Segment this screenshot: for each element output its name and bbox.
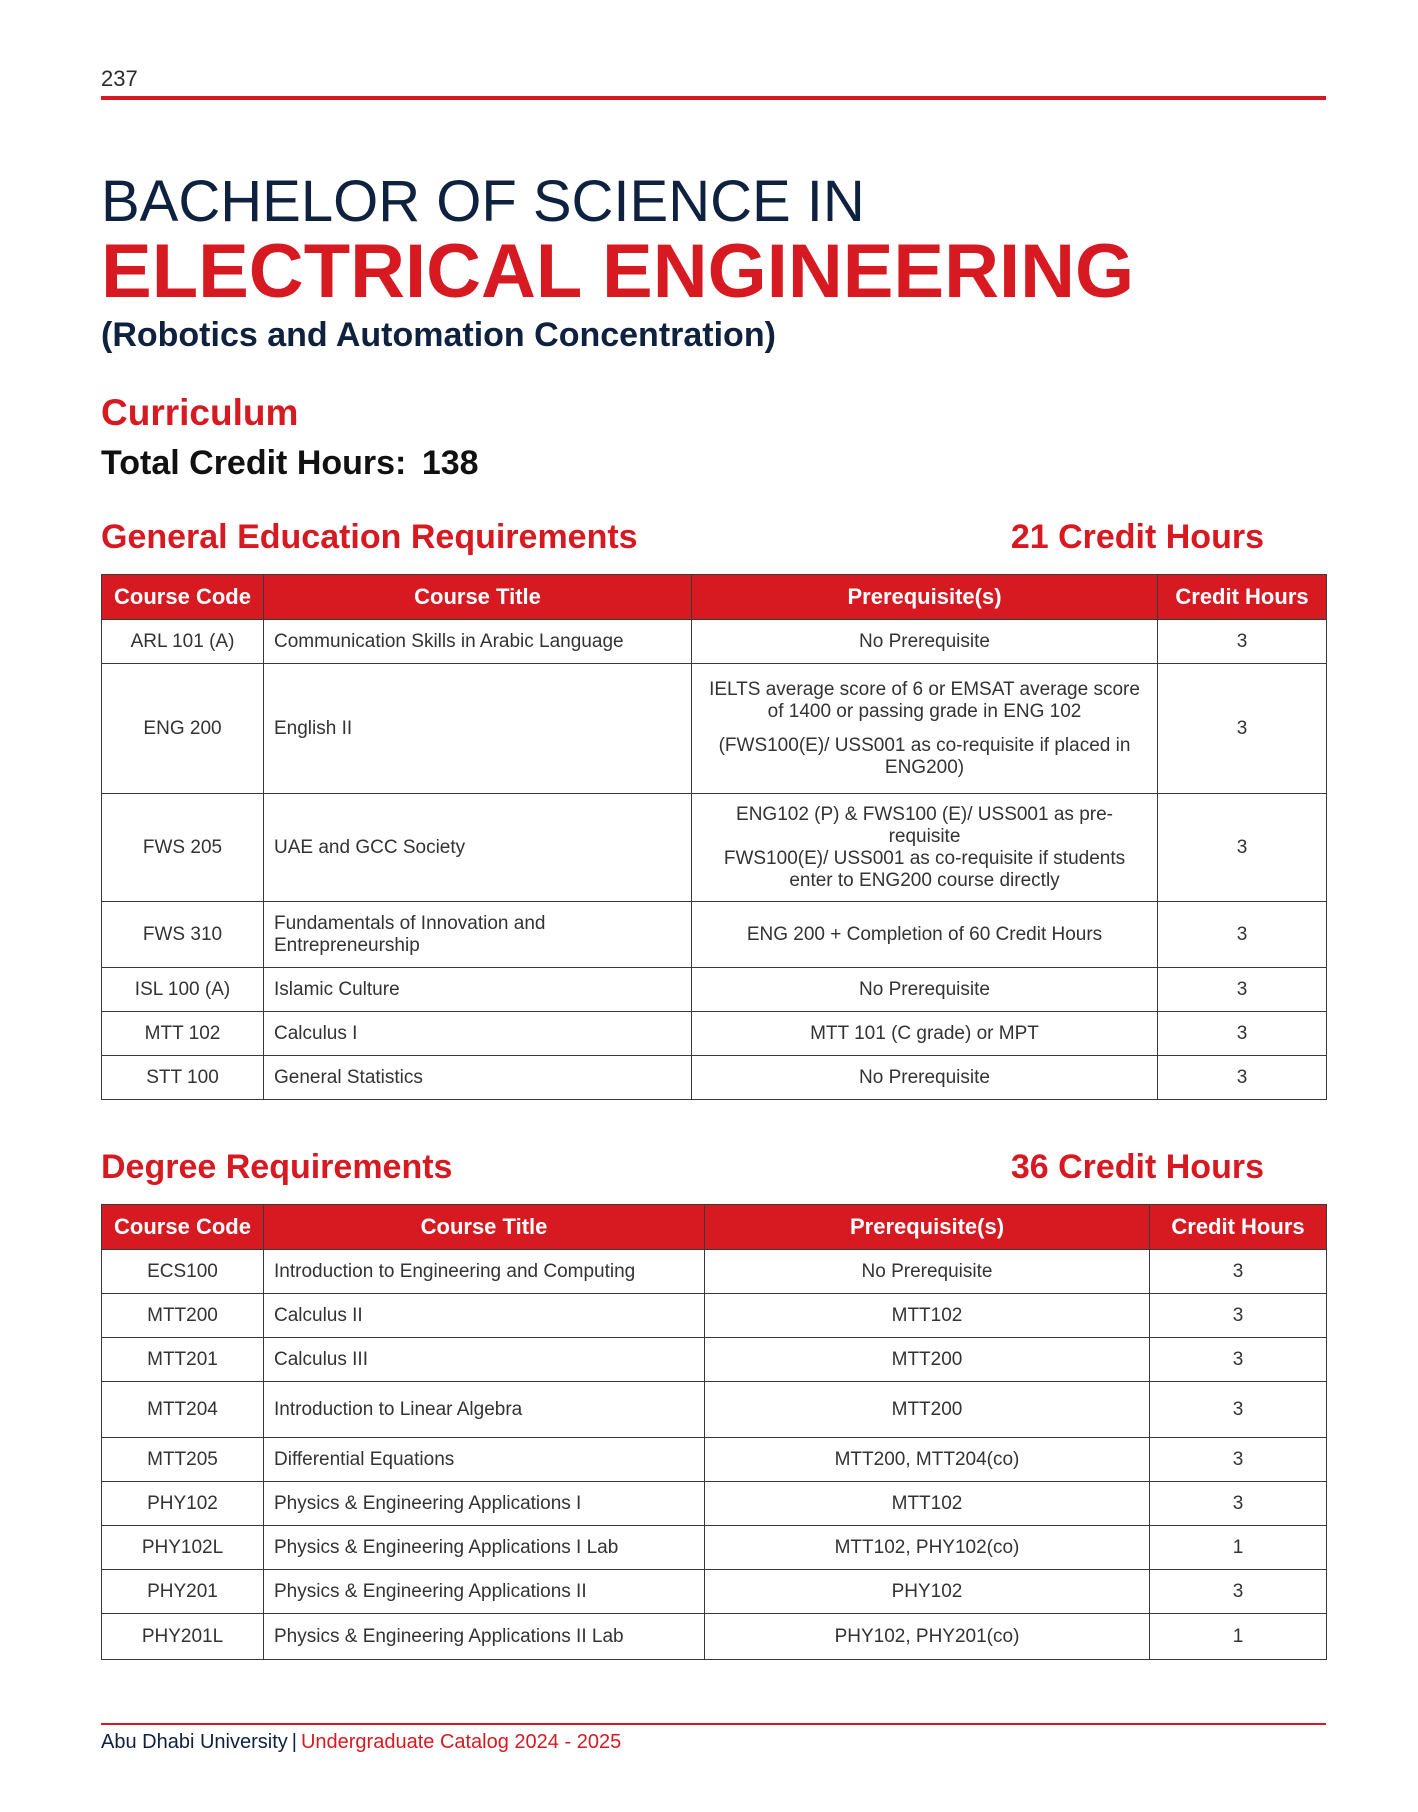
course-title: Introduction to Engineering and Computing xyxy=(264,1250,705,1294)
credit-hours: 3 xyxy=(1150,1338,1327,1382)
course-code: FWS 310 xyxy=(102,902,264,968)
column-header: Course Title xyxy=(264,575,692,620)
prerequisite xyxy=(692,794,1158,902)
total-credit-value: 138 xyxy=(421,444,479,482)
credit-hours: 3 xyxy=(1158,620,1327,664)
prerequisite-line: FWS100(E)/ USS001 as co-requisite if students enter to ENG200 course directly xyxy=(723,847,1126,891)
total-credit-hours xyxy=(101,444,479,483)
table-row xyxy=(102,794,1327,902)
course-code: STT 100 xyxy=(102,1056,264,1100)
table-row xyxy=(102,1526,1327,1570)
prerequisite-line: MTT200 xyxy=(891,1348,963,1370)
course-title: Differential Equations xyxy=(264,1438,705,1482)
course-code: ISL 100 (A) xyxy=(102,968,264,1012)
course-code: PHY201L xyxy=(102,1614,264,1660)
course-code: FWS 205 xyxy=(102,794,264,902)
section-title: Degree Requirements xyxy=(101,1148,453,1186)
footer-divider xyxy=(101,1723,1326,1725)
course-code: MTT 102 xyxy=(102,1012,264,1056)
prerequisite-line: No Prerequisite xyxy=(859,1066,990,1088)
course-title: General Statistics xyxy=(264,1056,692,1100)
credit-hours: 3 xyxy=(1158,1012,1327,1056)
catalog-page xyxy=(101,0,1326,1812)
table-row xyxy=(102,664,1327,794)
course-title: Physics & Engineering Applications II Lab xyxy=(264,1614,705,1660)
prerequisite-line: No Prerequisite xyxy=(859,978,990,1000)
course-title: UAE and GCC Society xyxy=(264,794,692,902)
prerequisite-line: MTT102 xyxy=(891,1304,963,1326)
prerequisite xyxy=(692,664,1158,794)
table-row xyxy=(102,1250,1327,1294)
prerequisite xyxy=(692,620,1158,664)
footer xyxy=(101,1731,621,1754)
column-header: Course Title xyxy=(264,1205,705,1250)
course-title: Physics & Engineering Applications I xyxy=(264,1482,705,1526)
prerequisite-line: ENG 200 + Completion of 60 Credit Hours xyxy=(746,923,1103,945)
course-title: Fundamentals of Innovation and Entrepreneurship xyxy=(264,902,692,968)
course-title: Calculus II xyxy=(264,1294,705,1338)
prerequisite-line: No Prerequisite xyxy=(861,1260,993,1282)
column-header: Credit Hours xyxy=(1158,575,1327,620)
prerequisite xyxy=(692,902,1158,968)
credit-hours: 1 xyxy=(1150,1614,1327,1660)
prerequisite xyxy=(705,1250,1150,1294)
table-row xyxy=(102,1614,1327,1660)
prerequisite xyxy=(705,1338,1150,1382)
credit-hours: 3 xyxy=(1150,1294,1327,1338)
prerequisite xyxy=(705,1570,1150,1614)
course-title: Communication Skills in Arabic Language xyxy=(264,620,692,664)
degree-requirements-rows xyxy=(102,1250,1327,1660)
course-code: ENG 200 xyxy=(102,664,264,794)
table-row xyxy=(102,1012,1327,1056)
column-header: Credit Hours xyxy=(1150,1205,1327,1250)
prerequisite-line: MTT200, MTT204(co) xyxy=(834,1448,1020,1470)
credit-hours: 3 xyxy=(1150,1250,1327,1294)
column-header: Prerequisite(s) xyxy=(705,1205,1150,1250)
course-code: PHY102L xyxy=(102,1526,264,1570)
credit-hours: 3 xyxy=(1150,1438,1327,1482)
column-header: Prerequisite(s) xyxy=(692,575,1158,620)
credit-hours: 1 xyxy=(1150,1526,1327,1570)
prereq-spacer xyxy=(702,723,1147,735)
prerequisite xyxy=(705,1482,1150,1526)
footer-university: Abu Dhabi University xyxy=(101,1731,288,1753)
prerequisite xyxy=(692,1012,1158,1056)
general-education-table xyxy=(101,574,1327,1100)
prerequisite-line: MTT200 xyxy=(891,1398,963,1420)
table-row xyxy=(102,1338,1327,1382)
general-education-heading xyxy=(101,518,1326,557)
page-number: 237 xyxy=(101,66,138,91)
prerequisite-line: MTT102 xyxy=(891,1492,963,1514)
prerequisite xyxy=(705,1526,1150,1570)
credit-hours: 3 xyxy=(1158,794,1327,902)
curriculum-heading: Curriculum xyxy=(101,392,299,433)
prerequisite xyxy=(705,1438,1150,1482)
prerequisite xyxy=(705,1294,1150,1338)
table-row xyxy=(102,968,1327,1012)
footer-catalog: Undergraduate Catalog 2024 - 2025 xyxy=(300,1731,622,1753)
top-divider xyxy=(101,96,1326,100)
prerequisite-line: MTT102, PHY102(co) xyxy=(834,1536,1020,1558)
course-code: MTT200 xyxy=(102,1294,264,1338)
course-code: MTT204 xyxy=(102,1382,264,1438)
table-header-row xyxy=(102,1205,1327,1250)
prerequisite xyxy=(705,1382,1150,1438)
section-credit-hours: 21 Credit Hours xyxy=(1010,518,1264,556)
prerequisite-line: (FWS100(E)/ USS001 as co-requisite if placed in ENG200) xyxy=(718,734,1131,778)
degree-requirements-heading xyxy=(101,1148,1326,1187)
course-code: ECS100 xyxy=(102,1250,264,1294)
prerequisite-line: No Prerequisite xyxy=(859,630,990,652)
prerequisite-line: ENG102 (P) & FWS100 (E)/ USS001 as pre-requisite xyxy=(736,803,1113,847)
credit-hours: 3 xyxy=(1158,902,1327,968)
table-row xyxy=(102,1382,1327,1438)
table-row xyxy=(102,1438,1327,1482)
course-title: Calculus III xyxy=(264,1338,705,1382)
table-row xyxy=(102,1570,1327,1614)
prerequisite-line: IELTS average score of 6 or EMSAT average score of 1400 or passing grade in ENG 102 xyxy=(709,678,1140,722)
course-code: PHY201 xyxy=(102,1570,264,1614)
course-title: Introduction to Linear Algebra xyxy=(264,1382,705,1438)
credit-hours: 3 xyxy=(1150,1382,1327,1438)
course-code: PHY102 xyxy=(102,1482,264,1526)
credit-hours: 3 xyxy=(1150,1482,1327,1526)
section-title: General Education Requirements xyxy=(101,518,638,556)
credit-hours: 3 xyxy=(1158,664,1327,794)
column-header: Course Code xyxy=(102,575,264,620)
course-code: MTT205 xyxy=(102,1438,264,1482)
table-row xyxy=(102,1294,1327,1338)
section-credit-hours: 36 Credit Hours xyxy=(1010,1148,1264,1186)
prerequisite-line: MTT 101 (C grade) or MPT xyxy=(810,1022,1039,1044)
prerequisite xyxy=(705,1614,1150,1660)
credit-hours: 3 xyxy=(1158,968,1327,1012)
prerequisite-line: PHY102 xyxy=(891,1580,963,1602)
table-row xyxy=(102,620,1327,664)
course-title: English II xyxy=(264,664,692,794)
course-title: Islamic Culture xyxy=(264,968,692,1012)
general-education-rows xyxy=(102,620,1327,1100)
prerequisite-line: PHY102, PHY201(co) xyxy=(834,1625,1020,1647)
table-row xyxy=(102,1056,1327,1100)
course-code: ARL 101 (A) xyxy=(102,620,264,664)
footer-separator: | xyxy=(291,1731,297,1753)
column-header: Course Code xyxy=(102,1205,264,1250)
course-title: Physics & Engineering Applications II xyxy=(264,1570,705,1614)
course-code: MTT201 xyxy=(102,1338,264,1382)
table-header-row xyxy=(102,575,1327,620)
table-row xyxy=(102,902,1327,968)
credit-hours: 3 xyxy=(1150,1570,1327,1614)
degree-title-major: ELECTRICAL ENGINEERING xyxy=(101,229,1135,314)
prerequisite xyxy=(692,1056,1158,1100)
table-row xyxy=(102,1482,1327,1526)
prerequisite xyxy=(692,968,1158,1012)
degree-title-prefix: BACHELOR OF SCIENCE IN xyxy=(101,169,865,234)
degree-concentration: (Robotics and Automation Concentration) xyxy=(101,316,776,354)
course-title: Physics & Engineering Applications I Lab xyxy=(264,1526,705,1570)
credit-hours: 3 xyxy=(1158,1056,1327,1100)
degree-requirements-table xyxy=(101,1204,1327,1660)
course-title: Calculus I xyxy=(264,1012,692,1056)
total-credit-label: Total Credit Hours: xyxy=(101,444,407,482)
